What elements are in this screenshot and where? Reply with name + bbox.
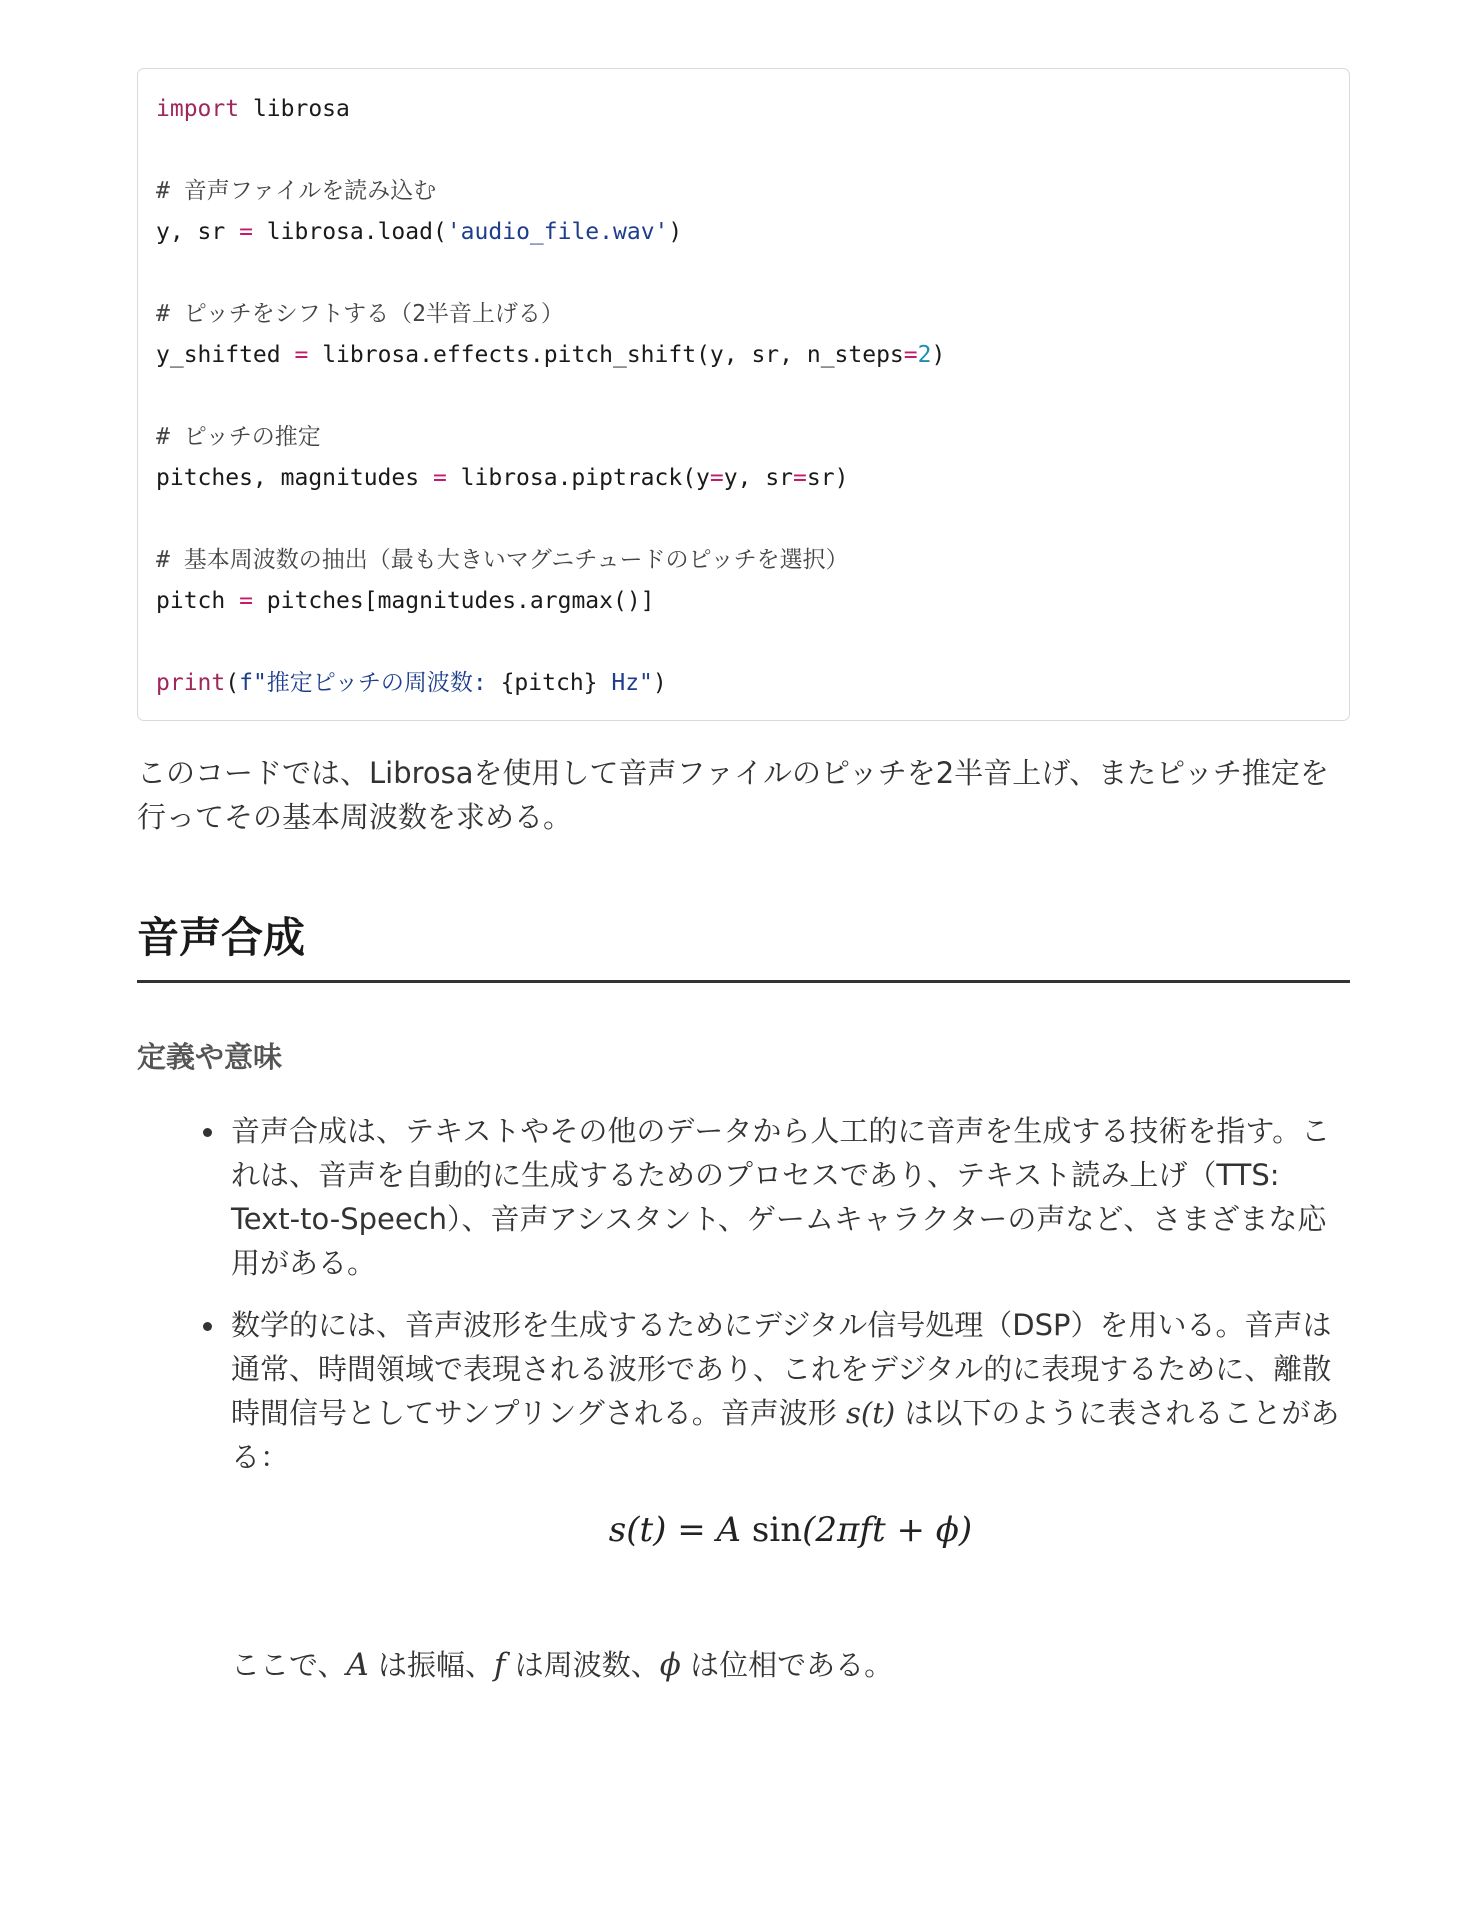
equation-note — [231, 1643, 1350, 1687]
list-item-text: 音声合成は、テキストやその他のデータから人工的に音声を生成する技術を指す。これは、音声を自動的に生成するためのプロセスであり、テキスト読み上げ（TTS: Text-to-Speech）、音声アシスタント、ゲームキャラクターの声など、さまざまな応用がある。 — [231, 1114, 1331, 1280]
list-item-text: 数学的には、音声波形を生成するためにデジタル信号処理（DSP）を用いる。音声は通常、時間領域で表現される波形であり、これをデジタル的に表現するために、離散時間信号としてサンプリングされる。音声波形 — [231, 1308, 1332, 1430]
equation-lhs: s(t) — [608, 1510, 667, 1550]
code-text: {pitch} — [500, 670, 598, 696]
list-item-text: は以下のように表されることがある： — [231, 1396, 1340, 1474]
equation-amplitude: A — [716, 1510, 742, 1550]
inline-math: s(t) — [846, 1396, 896, 1430]
code-comment-shift: # ピッチをシフトする（2半音上げる） — [156, 301, 564, 327]
document-page — [137, 68, 1350, 1687]
note-text: は周波数、 — [505, 1648, 660, 1682]
intro-paragraph: このコードでは、Librosaを使用して音声ファイルのピッチを2半音上げ、またピッチ推定を行ってその基本周波数を求める。 — [137, 756, 1329, 834]
code-operator: = — [793, 465, 807, 491]
code-blank-line — [156, 376, 1331, 417]
note-text: は振幅、 — [368, 1648, 495, 1682]
inline-math: f — [494, 1647, 506, 1683]
code-text: y, sr — [723, 465, 794, 491]
note-text: は位相である。 — [680, 1648, 894, 1682]
code-text: librosa.effects.pitch_shift(y, sr, n_steps — [308, 342, 904, 368]
code-comment-load: # 音声ファイルを読み込む — [156, 178, 437, 204]
code-text: librosa — [239, 96, 350, 122]
code-comment-fundamental: # 基本周波数の抽出（最も大きいマグニチュードのピッチを選択） — [156, 547, 849, 573]
code-text: pitches, magnitudes — [156, 465, 433, 491]
code-text: y_shifted — [156, 342, 295, 368]
list-item — [231, 1303, 1350, 1479]
subsection-title: 定義や意味 — [137, 1040, 283, 1074]
code-blank-line — [156, 622, 1331, 663]
code-keyword: import — [156, 96, 240, 122]
code-operator: = — [294, 342, 309, 368]
code-text: librosa.piptrack(y — [446, 465, 710, 491]
code-blank-line — [156, 253, 1331, 294]
code-block[interactable] — [137, 68, 1350, 721]
code-operator: = — [903, 342, 918, 368]
code-text: ) — [652, 670, 667, 696]
code-operator: = — [239, 588, 253, 614]
bullet-icon — [203, 1322, 212, 1331]
equation-function: sin — [741, 1510, 803, 1550]
code-string: f"推定ピッチの周波数: — [239, 670, 501, 696]
code-comment-estimate: # ピッチの推定 — [156, 424, 321, 450]
section-title: 音声合成 — [137, 910, 1350, 983]
code-line-import — [156, 89, 1331, 130]
code-text: ) — [931, 342, 946, 368]
definition-list — [137, 1109, 1350, 1479]
code-text: pitch — [156, 588, 240, 614]
code-blank-line — [156, 130, 1331, 171]
code-operator: = — [239, 219, 253, 245]
code-operator: = — [709, 465, 724, 491]
equation-equals: = — [666, 1510, 717, 1550]
code-line-load — [156, 212, 1331, 253]
code-string: Hz" — [597, 670, 653, 696]
code-text: ) — [668, 219, 683, 245]
equation-argument: (2πft + ϕ) — [802, 1510, 973, 1550]
code-text: librosa.load( — [252, 219, 447, 245]
code-line-pitch — [156, 581, 1331, 622]
code-line-shift — [156, 335, 1331, 376]
code-text: ( — [225, 670, 240, 696]
bullet-icon — [203, 1128, 212, 1137]
code-text: pitches[magnitudes.argmax()] — [252, 588, 655, 614]
inline-math: A — [346, 1647, 369, 1683]
note-text: ここで、 — [231, 1648, 347, 1682]
code-line-piptrack — [156, 458, 1331, 499]
code-keyword: print — [156, 670, 226, 696]
code-text: sr) — [806, 465, 849, 491]
inline-math: ϕ — [659, 1647, 681, 1683]
display-equation — [231, 1505, 1350, 1555]
code-operator: = — [432, 465, 447, 491]
code-line-print — [156, 663, 1331, 704]
code-text: y, sr — [156, 219, 240, 245]
code-blank-line — [156, 499, 1331, 540]
code-number: 2 — [917, 342, 932, 368]
code-string: 'audio_file.wav' — [446, 219, 669, 245]
list-item — [231, 1109, 1350, 1285]
